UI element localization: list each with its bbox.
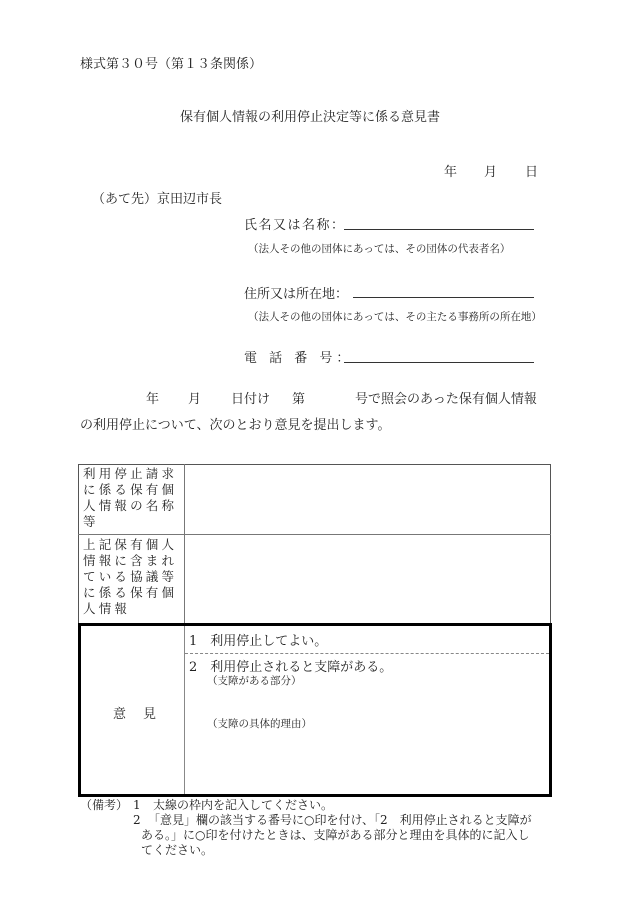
row-value-request-info[interactable] [186, 466, 548, 532]
note-1-number: 1 [133, 798, 141, 812]
note-2-line-3: てください。 [141, 843, 214, 857]
body-line1-rest: 号で照会のあった保有個人情報 [355, 392, 537, 407]
body-year: 年 [146, 392, 160, 407]
address-label: 住所又は所在地： [244, 287, 349, 302]
body-line2: の利用停止について、次のとおり意見を提出します。 [80, 418, 391, 433]
opinion-label: 意 見 [113, 707, 159, 722]
note-2-line-1: 「意見」欄の該当する番号に○印を付け、「2 利用停止されると支障が [148, 813, 532, 827]
notes-heading: （備考） [80, 798, 129, 812]
phone-label: 電 話 番 号： [244, 351, 354, 366]
date-day: 日 [525, 165, 539, 180]
row-label-request-info: 利用停止請求に係る保有個人情報の名称等 [83, 466, 178, 529]
row-label-consultation-info: 上記保有個人情報に含まれている協議等に係る保有個人情報 [83, 537, 178, 616]
address-note: （法人その他の団体にあっては、その主たる事務所の所在地） [248, 311, 542, 323]
name-label: 氏名又は名称： [244, 218, 346, 233]
opinion-sub-reason: （支障の具体的理由） [207, 718, 312, 730]
note-2-number: 2 [133, 813, 141, 827]
note-1-text: 太線の枠内を記入してください。 [153, 798, 334, 812]
note-2-line-2: ある。」に○印を付けたときは、支障がある部分と理由を具体的に記入し [141, 828, 530, 842]
opinion-sub-affected-part: （支障がある部分） [207, 675, 302, 687]
row-divider [78, 534, 551, 535]
addressee: （あて先）京田辺市長 [92, 192, 223, 207]
body-number-prefix: 第 [292, 392, 306, 407]
name-field[interactable] [344, 229, 534, 230]
document-title: 保有個人情報の利用停止決定等に係る意見書 [180, 110, 441, 125]
name-note: （法人その他の団体にあっては、その団体の代表者名） [248, 243, 511, 255]
opinion-column-divider [184, 626, 185, 794]
form-number: 様式第３０号（第１３条関係） [80, 57, 263, 72]
date-year: 年 [444, 165, 458, 180]
body-day: 日付け [231, 392, 271, 407]
opinion-option-2[interactable]: 2 利用停止されると支障がある。 [189, 660, 393, 675]
opinion-option-1[interactable]: 1 利用停止してよい。 [189, 634, 328, 649]
date-month: 月 [484, 165, 498, 180]
dashed-divider [185, 653, 549, 654]
column-divider [184, 464, 185, 623]
phone-field[interactable] [344, 362, 534, 363]
body-month: 月 [188, 392, 202, 407]
address-field[interactable] [353, 297, 534, 298]
row-value-consultation-info[interactable] [186, 537, 548, 621]
